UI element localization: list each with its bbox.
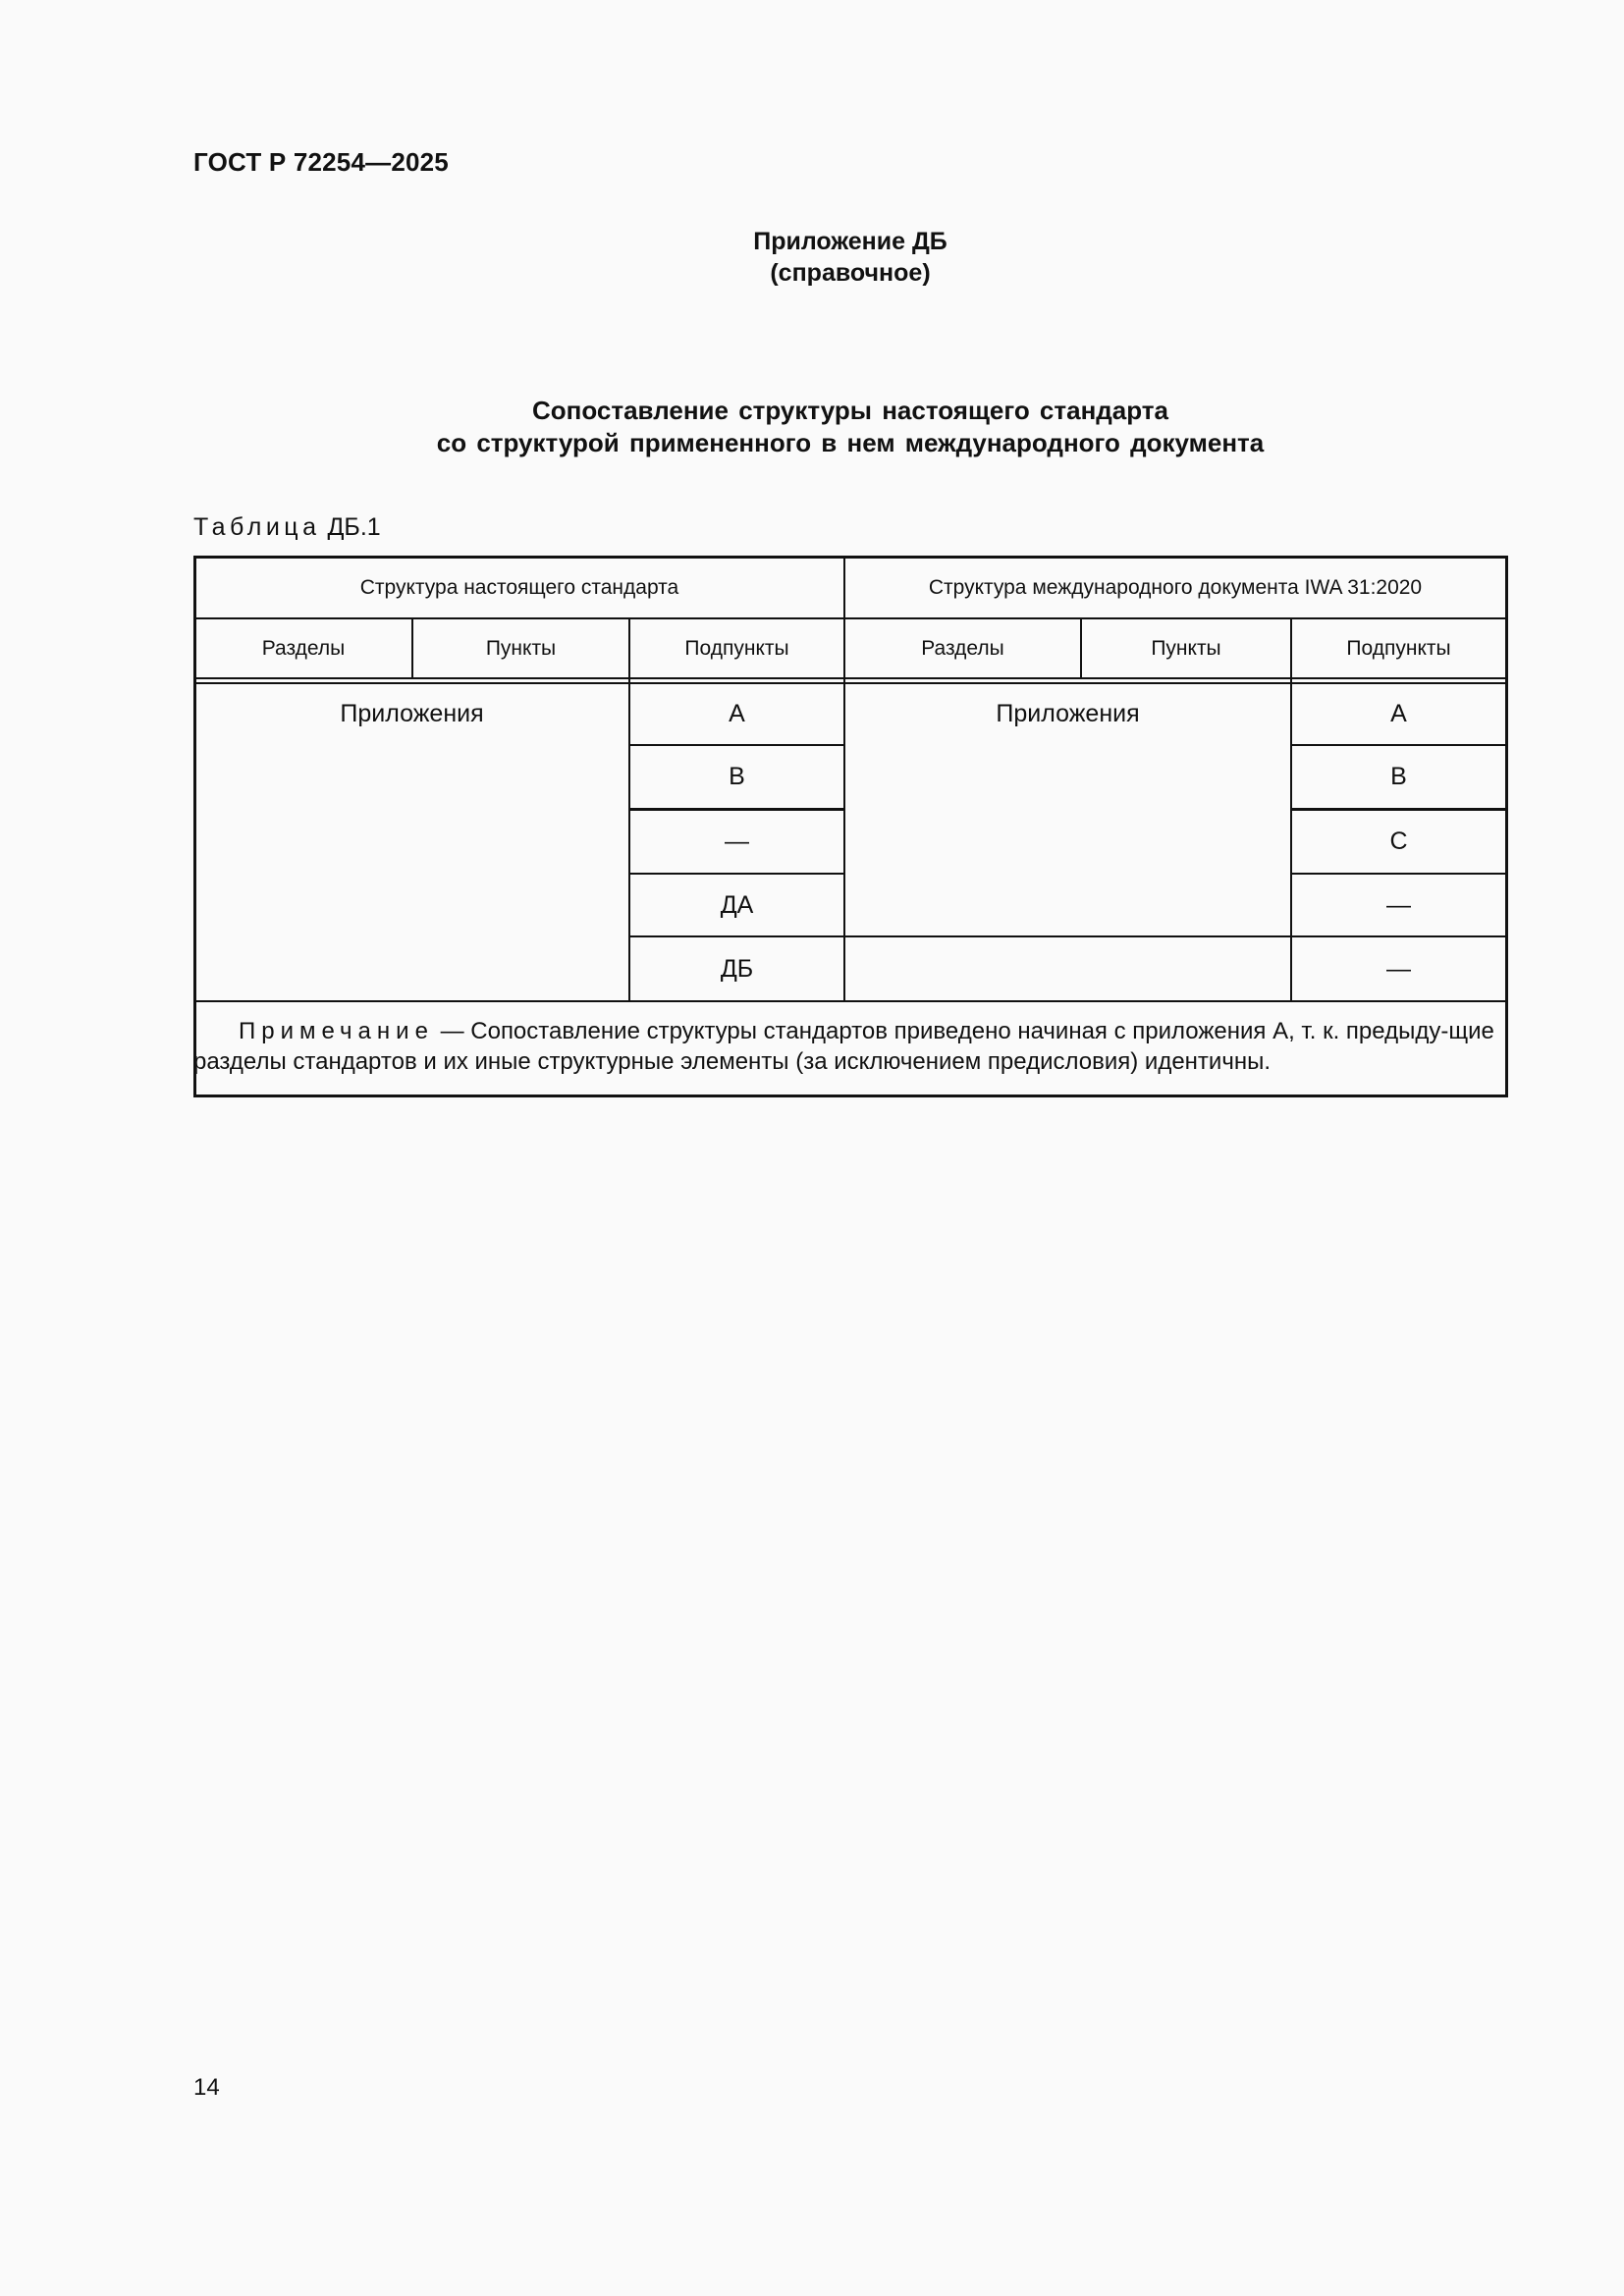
note-text: — Сопоставление структуры стандартов приведено начиная с приложения А, т. к. предыду-щие разделы стандартов и их иные структурные элементы (за исключением предисловия) идентичны. <box>193 1018 1494 1075</box>
table-border-bottom <box>193 1095 1508 1097</box>
table-caption-number: ДБ.1 <box>327 513 381 541</box>
subheader-right-subclauses: Подпункты <box>1346 636 1451 660</box>
title-line-1: Сопоставление структуры настоящего стандарта <box>532 396 1168 425</box>
note-label: Примечание <box>239 1018 434 1044</box>
table-title <box>0 395 1624 459</box>
subheader-right-clauses: Пункты <box>1151 636 1221 660</box>
appendix-status: (справочное) <box>770 259 931 287</box>
subheader-left-clauses: Пункты <box>485 636 557 660</box>
page-number: 14 <box>193 2074 220 2101</box>
left-item-5: ДБ <box>720 954 754 983</box>
right-item-1: А <box>1390 700 1407 727</box>
group-header-international-document: Структура международного документа IWA 31:2020 <box>928 575 1423 599</box>
right-item-5: — <box>1386 954 1411 983</box>
left-item-1: А <box>729 700 745 727</box>
table-border-right <box>1505 556 1508 1097</box>
table-note <box>193 1016 1495 1077</box>
right-item-3: С <box>1389 828 1408 855</box>
title-line-2: со структурой примененного в нем международного документа <box>436 428 1265 457</box>
right-item-4: — <box>1386 890 1411 919</box>
header-double-line-1 <box>193 677 1508 679</box>
document-code: ГОСТ Р 72254—2025 <box>193 147 449 177</box>
table-caption <box>193 513 381 542</box>
note-divider <box>193 1000 1508 1002</box>
left-item-4: ДА <box>720 890 754 919</box>
subheader-left-subclauses: Подпункты <box>684 636 789 660</box>
subheader-right-sections: Разделы <box>921 636 1004 660</box>
table-caption-word: Таблица <box>193 513 321 541</box>
appendix-heading <box>0 226 1624 289</box>
group-header-current-standard: Структура настоящего стандарта <box>359 575 679 599</box>
left-item-2: В <box>729 763 745 790</box>
left-item-3: — <box>725 828 749 855</box>
left-section-appendices: Приложения <box>340 700 484 727</box>
right-section-appendices: Приложения <box>996 700 1140 727</box>
right-item-2: В <box>1390 763 1407 790</box>
subheader-left-sections: Разделы <box>261 636 346 660</box>
appendix-label: Приложение ДБ <box>753 228 947 255</box>
